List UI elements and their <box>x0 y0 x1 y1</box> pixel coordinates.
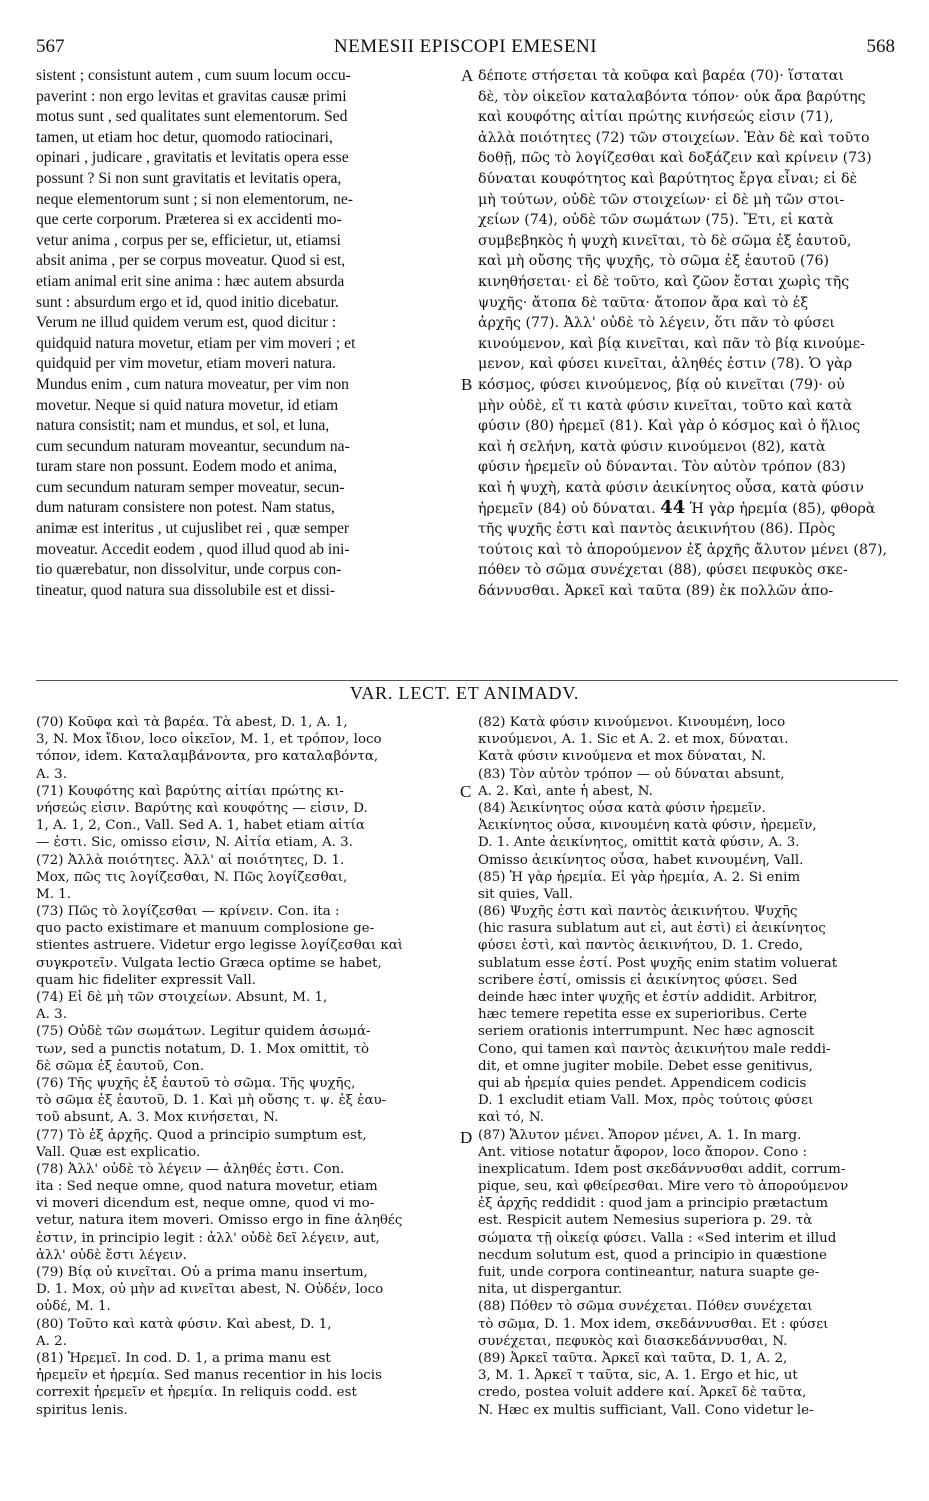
note-line: (80) Τοῦτο καὶ κατὰ φύσιν. Καὶ abest, D. 1, <box>36 1316 332 1332</box>
greek-text-line: χείων (74), οὐδὲ τῶν σωμάτων (75). Ἔτι, εἰ κατὰ <box>478 212 834 229</box>
note-line: (89) Ἀρκεῖ ταῦτα. Ἀρκεῖ καὶ ταῦτα, D. 1, A. 2, <box>478 1350 788 1366</box>
separator-rule <box>36 680 898 681</box>
note-line: N. Hæc ex multis sufficiant, Vall. Cono videtur le- <box>478 1402 814 1418</box>
note-line: credo, postea voluit addere καί. Ἀρκεῖ δὲ ταῦτα, <box>478 1385 807 1401</box>
latin-text-line: neque elementorum sunt ; si non elementorum, ne- <box>36 190 353 208</box>
note-line: M. 1. <box>36 886 72 902</box>
note-line: ἐστιν, in principio legit : ἀλλ' οὐδὲ δεῖ λέγειν, aut, <box>36 1230 380 1246</box>
note-line: D. 1 excludit etiam Vall. Mox, πρὸς τούτοις φύσει <box>478 1093 814 1109</box>
greek-text-line: δὲ, τὸν οἰκεῖον καταλαβόντα τόπον· οὐκ ἄρα βαρύτης <box>478 88 866 105</box>
latin-text-line: quidquid per vim movetur, etiam moveri natura. <box>36 355 336 373</box>
note-line: dit, et omne jugiter mobile. Debet esse genitivus, <box>478 1058 813 1074</box>
greek-text-line: ἀλλὰ ποιότητες (72) τῶν στοιχείων. Ἐὰν δὲ καὶ τοῦτο <box>478 129 870 146</box>
note-line: (76) Τῆς ψυχῆς ἐξ ἑαυτοῦ τὸ σῶμα. Τῆς ψυχῆς, <box>36 1075 356 1091</box>
latin-text-line: sistent ; consistunt autem , cum suum locum occu- <box>36 67 351 84</box>
note-line: — ἐστι. Sic, omisso εἰσιν, N. Αἰτία etiam, A. 3. <box>36 835 353 851</box>
note-line: inexplicatum. Idem post σκεδάννυσθαι addit, corrum- <box>478 1161 846 1177</box>
note-line: pique, seu, καὶ φθείρεσθαι. Mire vero τὸ ἀπορούμενον <box>478 1179 849 1195</box>
apparatus-title: VAR. LECT. ET ANIMADV. <box>349 683 580 703</box>
greek-text-line: καὶ μὴ οὔσης τῆς ψυχῆς, τὸ σῶμα ἐξ ἑαυτοῦ (76) <box>478 253 830 270</box>
note-line: συγκροτεῖν. Vulgata lectio Græca optime se habet, <box>36 955 382 971</box>
note-line: (74) Εἰ δὲ μὴ τῶν στοιχείων. Absunt, M. 1, <box>36 990 328 1005</box>
latin-text-line: possunt ? Si non sunt gravitatis et levitatis opera, <box>36 169 342 187</box>
note-line: συνέχεται, πεφυκὸς καὶ διασκεδάννυσθαι, N. <box>478 1333 788 1349</box>
note-line: ἐξ ἀρχῆς reddidit : quod jam a principio prætactum <box>478 1196 829 1212</box>
note-line: scribere ἐστί, omissis εἰ ἀεικίνητος φύσει. Sed <box>478 972 798 988</box>
note-line: των, sed a punctis notatum, D. 1. Mox omittit, τὸ <box>36 1041 370 1057</box>
note-line: (78) Ἀλλ' οὐδὲ τὸ λέγειν — ἀληθές ἐστι. Con. <box>36 1161 345 1177</box>
note-line: Ant. vitiose notatur ἄφορον, loco ἄπορον. Cono : <box>478 1144 808 1160</box>
notes-right-column <box>478 714 898 1419</box>
greek-text-line: καὶ ἡ ψυχὴ, κατὰ φύσιν ἀεικίνητος οὖσα, κατὰ φύσιν <box>478 479 864 496</box>
note-line: ita : Sed neque omne, quod natura movetur, etiam <box>36 1179 378 1195</box>
latin-text-line: absit anima , per se corpus moveatur. Quod si est, <box>36 252 346 270</box>
note-line: 1, A. 1, 2, Con., Vall. Sed A. 1, habet etiam αἰτία <box>36 818 365 834</box>
note-line: (84) Ἀεικίνητος οὖσα κατὰ φύσιν ἠρεμεῖν. <box>478 800 766 816</box>
note-line: necdum solutum est, quod a principio in quæstione <box>478 1247 827 1263</box>
note-line: (71) Κουφότης καὶ βαρύτης αἰτίαι πρώτης κι- <box>36 783 344 799</box>
note-line: νήσεώς εἰσιν. Βαρύτης καὶ κουφότης — εἰσιν, D. <box>36 800 368 816</box>
greek-line-tail: Ἡ γὰρ ἠρεμία (85), φθορὰ <box>689 501 876 518</box>
note-line: qui ab ἠρεμία quies pendet. Appendicem codicis <box>478 1075 807 1091</box>
greek-text-line: μενον, καὶ φύσει κινεῖται, ἀληθές ἐστιν (78). Ὁ γὰρ <box>478 356 853 373</box>
note-line: vetur, natura item moveri. Omisso ergo in fine ἀληθές <box>36 1213 403 1229</box>
note-line: τὸ σῶμα, D. 1. Mox idem, σκεδάννυσθαι. Et : φύσει <box>478 1316 829 1332</box>
latin-text-line: tamen, ut etiam hoc detur, quomodo ratiocinari, <box>36 128 333 146</box>
latin-text-line: movetur. Neque si quid natura movetur, id etiam <box>36 396 339 414</box>
greek-text-line: ψυχῆς· ἄτοπα δὲ ταῦτα· ἄτοπον ἄρα καὶ τὸ ἐξ <box>478 294 809 311</box>
note-line: (88) Πόθεν τὸ σῶμα συνέχεται. Πόθεν συνέχεται <box>478 1299 813 1315</box>
latin-text-line: que certe corporum. Præterea si ex accidenti mo- <box>36 211 342 229</box>
greek-text-line: πόθεν τὸ σῶμα συνέχεται (88), φύσει πεφυκὸς σκε- <box>478 562 848 579</box>
latin-text-line: dum naturam consistere non potest. Nam status, <box>36 499 335 517</box>
note-line: quam hic fideliter expressit Vall. <box>36 972 257 988</box>
latin-text-line: cum secundum naturam semper moveatur, secun- <box>36 478 345 496</box>
left-page-number: 567 <box>36 36 65 57</box>
note-line: (81) Ἠρεμεῖ. In cod. D. 1, a prima manu est <box>36 1350 331 1366</box>
greek-text-line: κινούμενον, καὶ βίᾳ κινεῖται, καὶ πᾶν τὸ βίᾳ κινούμε- <box>478 335 865 352</box>
latin-text-line: paverint : non ergo levitas et gravitas causæ primi <box>36 87 347 105</box>
greek-text-line: κινηθήσεται· εἰ δὲ τοῦτο, καὶ ζῶον ἔσται χωρὶς τῆς <box>478 273 850 290</box>
latin-text-line: vetur anima , corpus per se, efficietur, ut, etiamsi <box>36 231 341 249</box>
note-line: (79) Βίᾳ οὐ κινεῖται. Οὐ a prima manu insertum, <box>36 1265 368 1280</box>
note-line: (hic rasura sublatum aut εἰ, aut ἐστὶ) εἰ ἀεικίνητος <box>478 921 826 937</box>
note-line: Κατὰ φύσιν κινούμενα et mox δύναται, N. <box>478 749 766 765</box>
greek-text-line: δύναται κουφότητος καὶ βαρύτητος ἔργα εἶναι; εἰ δὲ <box>478 170 858 187</box>
note-line: Omisso ἀεικίνητος οὖσα, habet κινουμένη, Vall. <box>478 852 804 868</box>
note-line: A. 2. <box>36 1333 67 1349</box>
greek-text-line: δάννυσθαι. Ἀρκεῖ καὶ ταῦτα (89) ἐκ πολλῶν ἀπο- <box>478 582 834 599</box>
greek-text-column <box>478 66 896 601</box>
note-line: (73) Πῶς τὸ λογίζεσθαι — κρίνειν. Con. ita : <box>36 904 340 920</box>
section-number: 44 <box>660 498 686 519</box>
greek-text-line: καὶ ἡ σελήνη, κατὰ φύσιν κινούμενοι (82), κατὰ <box>478 438 826 455</box>
running-header <box>36 36 895 58</box>
greek-text-line: φύσιν ἠρεμεῖν οὐ δύνανται. Τὸν αὐτὸν τρόπον (83) <box>478 459 846 476</box>
note-line: A. 3. <box>36 766 67 782</box>
note-line: Ἀεικίνητος οὖσα, κινουμένη κατὰ φύσιν, ἠρεμεῖν, <box>478 818 817 834</box>
note-line: D. 1. Mox, οὐ μὴν ad κινεῖται abest, N. Οὐδέν, loco <box>36 1282 384 1298</box>
greek-text-line: μὴν οὐδὲ, εἴ τι κατὰ φύσιν κινεῖται, τοῦτο καὶ κατὰ <box>478 397 853 414</box>
note-line: sit quies, Vall. <box>478 886 573 902</box>
note-line: κινούμενοι, A. 1. Sic et A. 2. et mox, δύναται. <box>478 732 789 748</box>
note-line: fuit, unde corpora contineantur, natura suapte ge- <box>478 1265 820 1280</box>
latin-text-line: turam stare non possunt. Eodem modo et anima, <box>36 458 337 476</box>
notes-left-column <box>36 714 456 1419</box>
note-line: Mox, πῶς τις λογίζεσθαι, N. Πῶς λογίζεσθαι, <box>36 869 348 885</box>
note-line: quo pacto existimare et manuum complosione ge- <box>36 921 375 937</box>
greek-text-line: συμβεβηκὸς ἡ ψυχὴ κινεῖται, τὸ δὲ σῶμα ἐξ ἑαυτοῦ, <box>478 232 852 249</box>
note-line: spiritus lenis. <box>36 1402 128 1418</box>
note-line: (86) Ψυχῆς ἐστι καὶ παντὸς ἀεικινήτου. Ψυχῆς <box>478 904 798 920</box>
note-line: 3, N. Mox ἴδιον, loco οἰκεῖον, M. 1, et τρόπον, loco <box>36 732 382 748</box>
latin-text-line: sunt : absurdum ergo et id, quod initio dicebatur. <box>36 293 339 311</box>
note-line: Cono, qui tamen καὶ παντὸς ἀεικινήτου male reddi- <box>478 1041 831 1057</box>
greek-text-line: ἀρχῆς (77). Ἀλλ' οὐδὲ τὸ λέγειν, ὅτι πᾶν τὸ φύσει <box>478 315 835 332</box>
latin-text-line: cum secundum naturam moveantur, secundum na- <box>36 437 350 455</box>
note-line: vi moveri dicendum est, neque omne, quod vi mo- <box>36 1196 375 1212</box>
note-line: τόπον, idem. Καταλαμβάνοντα, pro καταλαβόντα, <box>36 749 379 765</box>
note-line: καὶ τό, N. <box>478 1110 545 1126</box>
note-line: D. 1. Ante ἀεικίνητος, omittit κατὰ φύσιν, A. 3. <box>478 835 800 851</box>
greek-text-line: καὶ κουφότης αἰτίαι πρώτης κινήσεώς εἰσιν (71), <box>478 109 834 126</box>
right-page-number: 568 <box>866 36 895 57</box>
note-line: (75) Οὐδὲ τῶν σωμάτων. Legitur quidem ἀσωμά- <box>36 1024 371 1040</box>
greek-text-line: δέποτε στήσεται τὰ κοῦφα καὶ βαρέα (70)· ἵσταται <box>478 68 844 84</box>
note-line: (85) Ἡ γὰρ ἠρεμία. Εἰ γὰρ ἠρεμία, A. 2. Si enim <box>478 869 801 885</box>
note-line: deinde hæc inter ψυχῆς et ἐστίν addidit. Arbitror, <box>478 990 818 1005</box>
greek-text-line: τούτοις καὶ τὸ ἀπορούμενον ἐξ ἀρχῆς ἄλυτον μένει (87), <box>478 541 888 558</box>
latin-text-line: Mundus enim , cum natura moveatur, per vim non <box>36 375 349 393</box>
latin-text-line: tineatur, quod natura sua dissolubile est et dissi- <box>36 581 336 599</box>
note-line: Vall. Quæ est explicatio. <box>36 1144 201 1160</box>
note-line: οὐδέ, M. 1. <box>36 1299 111 1315</box>
greek-text-line <box>478 498 896 519</box>
note-line: σώματα τῇ οἰκείᾳ φύσει. Valla : «Sed interim et illud <box>478 1230 837 1246</box>
greek-text-line: μὴ τούτων, οὐδὲ τῶν στοιχείων· εἰ δὲ μὴ τῶν στοι- <box>478 191 845 208</box>
note-line: (77) Τὸ ἐξ ἀρχῆς. Quod a principio sumptum est, <box>36 1127 367 1143</box>
greek-text-line: τῆς ψυχῆς ἐστι καὶ παντὸς ἀεικινήτου (86). Πρὸς <box>478 521 836 538</box>
greek-text-line: κόσμος, φύσει κινούμενος, βίᾳ οὐ κινεῖται (79)· οὐ <box>478 376 845 393</box>
margin-letter-d: D <box>460 1128 473 1147</box>
latin-text-line: etiam animal erit sine anima : hæc autem absurda <box>36 272 345 290</box>
latin-text-line: tio quærebatur, non dissolvitur, unde corpus con- <box>36 561 342 579</box>
latin-text-line: Verum ne illud quidem verum est, quod dicitur : <box>36 314 337 332</box>
note-line: (87) Ἄλυτον μένει. Ἄπορον μένει, A. 1. In marg. <box>478 1127 802 1143</box>
margin-letter-b: B <box>461 375 473 394</box>
latin-text-line: motus sunt , sed qualitates sunt elementorum. Sed <box>36 108 348 126</box>
greek-text-line: φύσιν (80) ἠρεμεῖ (81). Καὶ γὰρ ὁ κόσμος καὶ ὁ ἥλιος <box>478 418 861 435</box>
note-line: est. Respicit autem Nemesius superiora p. 29. τὰ <box>478 1213 813 1229</box>
note-line: correxit ἠρεμεῖν et ἠρεμία. In reliquis codd. est <box>36 1385 357 1401</box>
note-line: sublatum esse ἐστί. Post ψυχῆς enim statim voluerat <box>478 955 838 971</box>
latin-text-column <box>36 66 456 601</box>
greek-line-head: ἠρεμεῖν (84) οὐ δύναται. <box>478 501 656 518</box>
note-line: τὸ σῶμα ἐξ ἑαυτοῦ, D. 1. Καὶ μὴ οὔσης τ. ψ. ἐξ ἑαυ- <box>36 1093 387 1109</box>
note-line: hæc temere repetita esse ex superioribus. Certe <box>478 1007 808 1023</box>
note-line: (83) Τὸν αὐτὸν τρόπον — οὐ δύναται absunt, <box>478 766 785 782</box>
note-line: ἀλλ' οὐδὲ ἔστι λέγειν. <box>36 1247 187 1263</box>
note-line: stientes astruere. Videtur ergo legisse λογίζεσθαι καὶ <box>36 938 404 954</box>
latin-text-line: quidquid natura movetur, etiam per vim moveri ; et <box>36 334 356 352</box>
note-line: 3, M. 1. Ἀρκεῖ τ ταῦτα, sic, A. 1. Ergo et hic, ut <box>478 1368 798 1384</box>
latin-text-line: animæ est interitus , ut cujuslibet rei , quæ semper <box>36 520 350 538</box>
note-line: φύσει ἐστὶ, καὶ παντὸς ἀεικινήτου, D. 1. Credo, <box>478 938 804 954</box>
note-line: seriem orationis interrumpunt. Nec hæc agnoscit <box>478 1024 815 1040</box>
running-title: NEMESII EPISCOPI EMESENI <box>333 36 598 57</box>
note-line: A. 3. <box>36 1007 67 1023</box>
note-line: τοῦ absunt, A. 3. Mox κινήσεται, N. <box>36 1110 279 1126</box>
latin-text-line: moveatur. Accedit eodem , quod illud quod ab ini- <box>36 540 350 558</box>
note-line: nita, ut dispergantur. <box>478 1282 623 1298</box>
note-line: (70) Κοῦφα καὶ τὰ βαρέα. Τὰ abest, D. 1, A. 1, <box>36 715 348 730</box>
note-line: δὲ σῶμα ἐξ ἑαυτοῦ, Con. <box>36 1058 205 1074</box>
latin-text-line: opinari , judicare , gravitatis et levitatis opera esse <box>36 149 349 167</box>
latin-text-line: natura consistit; nam et mundus, et sol, et luna, <box>36 417 330 435</box>
note-line: (72) Ἀλλὰ ποιότητες. Ἀλλ' αἱ ποιότητες, D. 1. <box>36 852 345 868</box>
note-line: (82) Κατὰ φύσιν κινούμενοι. Κινουμένη, loco <box>478 715 786 730</box>
greek-text-line: δοθῇ, πῶς τὸ λογίζεσθαι καὶ δοξάζειν καὶ κρίνειν (73) <box>478 150 872 167</box>
margin-letter-a: A <box>461 66 474 85</box>
note-line: ἠρεμεῖν et ἠρεμία. Sed manus recentior in his locis <box>36 1368 382 1384</box>
margin-letter-c: C <box>460 782 472 801</box>
note-line: A. 2. Καὶ, ante ἡ abest, N. <box>478 783 653 799</box>
